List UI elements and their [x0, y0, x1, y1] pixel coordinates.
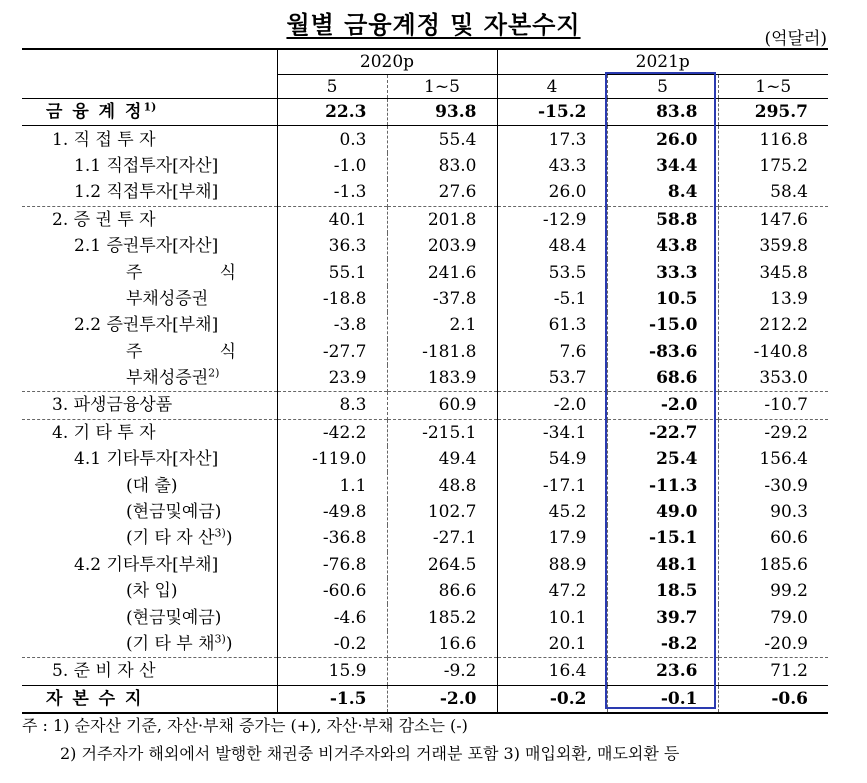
row-label — [22, 99, 277, 126]
cell-value: 185.2 — [387, 604, 497, 630]
table-row — [22, 286, 828, 312]
table-row — [22, 658, 828, 685]
cell-value: 88.9 — [497, 552, 607, 578]
cell-value: -10.7 — [718, 392, 828, 419]
row-label-text: (현금및예금) — [126, 607, 222, 628]
footnote-ref: 1) — [143, 100, 157, 114]
cell-value: 33.3 — [607, 259, 718, 285]
table-row — [22, 446, 828, 472]
row-label-close: ) — [225, 634, 233, 654]
cell-value: -2.0 — [497, 392, 607, 419]
cell-value: 53.5 — [497, 259, 607, 285]
row-label — [22, 446, 277, 472]
table-row — [22, 578, 828, 604]
cell-value: 16.6 — [387, 631, 497, 658]
row-label-text: 주 식 — [126, 341, 236, 362]
cell-value: 295.7 — [718, 99, 828, 126]
cell-value: 36.3 — [277, 233, 387, 259]
footnote-ref: 3) — [214, 632, 226, 646]
header-col: 5 — [277, 75, 387, 99]
cell-value: 22.3 — [277, 99, 387, 126]
cell-value: 15.9 — [277, 658, 387, 685]
row-label — [22, 126, 277, 153]
cell-value: -4.6 — [277, 604, 387, 630]
cell-value: 20.1 — [497, 631, 607, 658]
cell-value: 10.1 — [497, 604, 607, 630]
row-label-text: 5. 준 비 자 산 — [52, 661, 156, 682]
table-row — [22, 631, 828, 658]
cell-value: 102.7 — [387, 499, 497, 525]
cell-value: 1.1 — [277, 472, 387, 498]
cell-value: 7.6 — [497, 339, 607, 365]
cell-value: -2.0 — [387, 685, 497, 713]
row-label — [22, 286, 277, 312]
cell-value: 201.8 — [387, 206, 497, 233]
cell-value: -49.8 — [277, 499, 387, 525]
table-row — [22, 472, 828, 498]
header-col: 4 — [497, 75, 607, 99]
cell-value: 49.0 — [607, 499, 718, 525]
cell-value: 45.2 — [497, 499, 607, 525]
cell-value: -1.5 — [277, 685, 387, 713]
table-row — [22, 525, 828, 551]
cell-value: -140.8 — [718, 339, 828, 365]
row-label — [22, 206, 277, 233]
cell-value: 147.6 — [718, 206, 828, 233]
cell-value: 55.4 — [387, 126, 497, 153]
cell-value: -9.2 — [387, 658, 497, 685]
cell-value: 27.6 — [387, 179, 497, 206]
cell-value: 55.1 — [277, 259, 387, 285]
cell-value: 90.3 — [718, 499, 828, 525]
cell-value: 13.9 — [718, 286, 828, 312]
cell-value: 61.3 — [497, 312, 607, 338]
row-label-text: 1. 직 접 투 자 — [52, 129, 156, 150]
cell-value: 23.9 — [277, 365, 387, 392]
cell-value: 16.4 — [497, 658, 607, 685]
row-label-text: 2.1 증권투자[자산] — [74, 236, 219, 257]
row-label — [22, 365, 277, 392]
footnote-ref: 2) — [208, 366, 220, 380]
cell-value: 26.0 — [497, 179, 607, 206]
cell-value: 359.8 — [718, 233, 828, 259]
header-col: 1~5 — [387, 75, 497, 99]
cell-value: 58.4 — [718, 179, 828, 206]
table-row — [22, 233, 828, 259]
table-row — [22, 126, 828, 153]
cell-value: 99.2 — [718, 578, 828, 604]
cell-value: -181.8 — [387, 339, 497, 365]
cell-value: -27.1 — [387, 525, 497, 551]
row-label — [22, 685, 277, 713]
cell-value: 264.5 — [387, 552, 497, 578]
cell-value: 17.3 — [497, 126, 607, 153]
row-label-text: 3. 파생금융상품 — [52, 395, 173, 416]
row-label — [22, 525, 277, 551]
row-label-text: 4.1 기타투자[자산] — [74, 449, 219, 470]
header-year-2020: 2020p — [277, 49, 497, 75]
cell-value: 156.4 — [718, 446, 828, 472]
cell-value: 8.3 — [277, 392, 387, 419]
footnote-1: 주 : 1) 순자산 기준, 자산·부채 증가는 (+), 자산·부채 감소는 (-) — [22, 716, 468, 735]
cell-value: -60.6 — [277, 578, 387, 604]
cell-value: 71.2 — [718, 658, 828, 685]
table-row — [22, 259, 828, 285]
footnote-2: 2) 거주자가 해외에서 발행한 채권중 비거주자와의 거래분 포함 3) 매입외환, 매도외환 등 — [60, 744, 680, 763]
cell-value: 0.3 — [277, 126, 387, 153]
row-label-close: ) — [225, 528, 233, 549]
cell-value: -11.3 — [607, 472, 718, 498]
cell-value: -0.2 — [277, 631, 387, 658]
row-label-text: 자 본 수 지 — [46, 688, 144, 709]
cell-value: 40.1 — [277, 206, 387, 233]
cell-value: -22.7 — [607, 419, 718, 446]
cell-value: -3.8 — [277, 312, 387, 338]
row-label-text: 4.2 기타투자[부채] — [74, 554, 219, 575]
row-label-text: 금 융 계 정 — [46, 102, 144, 123]
cell-value: -42.2 — [277, 419, 387, 446]
cell-value: 49.4 — [387, 446, 497, 472]
cell-value: -20.9 — [718, 631, 828, 658]
cell-value: 83.0 — [387, 153, 497, 179]
cell-value: 203.9 — [387, 233, 497, 259]
cell-value: -27.7 — [277, 339, 387, 365]
cell-value: 60.9 — [387, 392, 497, 419]
cell-value: 93.8 — [387, 99, 497, 126]
header-year-2021: 2021p — [497, 49, 828, 75]
cell-value: 43.3 — [497, 153, 607, 179]
cell-value: 60.6 — [718, 525, 828, 551]
cell-value: 10.5 — [607, 286, 718, 312]
row-label-text: (대 출) — [126, 475, 178, 496]
cell-value: 183.9 — [387, 365, 497, 392]
cell-value: -0.1 — [607, 685, 718, 713]
cell-value: 212.2 — [718, 312, 828, 338]
row-label-text: 4. 기 타 투 자 — [52, 422, 156, 443]
row-label-text: 1.2 직접투자[부채] — [74, 182, 219, 203]
table-row — [22, 604, 828, 630]
cell-value: 34.4 — [607, 153, 718, 179]
row-label-text: 부채성증권 — [126, 288, 209, 309]
cell-value: 68.6 — [607, 365, 718, 392]
row-label — [22, 578, 277, 604]
cell-value: -37.8 — [387, 286, 497, 312]
row-label — [22, 312, 277, 338]
row-label — [22, 631, 277, 658]
header-row-years — [22, 49, 828, 75]
cell-value: -15.1 — [607, 525, 718, 551]
cell-value: 54.9 — [497, 446, 607, 472]
cell-value: -2.0 — [607, 392, 718, 419]
cell-value: -12.9 — [497, 206, 607, 233]
row-label-text: 주 식 — [126, 262, 236, 283]
cell-value: 58.8 — [607, 206, 718, 233]
cell-value: 48.1 — [607, 552, 718, 578]
cell-value: 25.4 — [607, 446, 718, 472]
row-label-text: (기 타 부 채 — [126, 634, 215, 654]
cell-value: 241.6 — [387, 259, 497, 285]
row-label-text: 1.1 직접투자[자산] — [74, 155, 219, 176]
cell-value: 43.8 — [607, 233, 718, 259]
cell-value: 8.4 — [607, 179, 718, 206]
header-col: 1~5 — [718, 75, 828, 99]
cell-value: 116.8 — [718, 126, 828, 153]
table-row — [22, 179, 828, 206]
cell-value: -0.2 — [497, 685, 607, 713]
table-row — [22, 552, 828, 578]
row-label-text: 부채성증권 — [126, 368, 209, 389]
cell-value: -15.0 — [607, 312, 718, 338]
row-label — [22, 472, 277, 498]
header-col: 5 — [607, 75, 718, 99]
cell-value: 83.8 — [607, 99, 718, 126]
row-label-text: 2. 증 권 투 자 — [52, 209, 156, 230]
cell-value: 39.7 — [607, 604, 718, 630]
cell-value: -119.0 — [277, 446, 387, 472]
cell-value: -17.1 — [497, 472, 607, 498]
row-label-text: (현금및예금) — [126, 502, 222, 523]
cell-value: -76.8 — [277, 552, 387, 578]
cell-value: -8.2 — [607, 631, 718, 658]
cell-value: -18.8 — [277, 286, 387, 312]
row-label — [22, 392, 277, 419]
row-label — [22, 552, 277, 578]
cell-value: 175.2 — [718, 153, 828, 179]
cell-value: 26.0 — [607, 126, 718, 153]
cell-value: 53.7 — [497, 365, 607, 392]
row-label — [22, 259, 277, 285]
row-label-text: (기 타 자 산 — [126, 528, 215, 549]
cell-value: -30.9 — [718, 472, 828, 498]
cell-value: 185.6 — [718, 552, 828, 578]
cell-value: -83.6 — [607, 339, 718, 365]
cell-value: 86.6 — [387, 578, 497, 604]
cell-value: 2.1 — [387, 312, 497, 338]
row-label — [22, 658, 277, 685]
row-label — [22, 499, 277, 525]
cell-value: -29.2 — [718, 419, 828, 446]
table-row — [22, 312, 828, 338]
table-row — [22, 99, 828, 126]
row-label — [22, 153, 277, 179]
row-label — [22, 419, 277, 446]
cell-value: 48.8 — [387, 472, 497, 498]
cell-value: 345.8 — [718, 259, 828, 285]
cell-value: -36.8 — [277, 525, 387, 551]
table-row — [22, 419, 828, 446]
row-label — [22, 339, 277, 365]
row-label — [22, 604, 277, 630]
cell-value: 18.5 — [607, 578, 718, 604]
row-label-text: (차 입) — [126, 581, 178, 602]
cell-value: 79.0 — [718, 604, 828, 630]
financial-account-table — [22, 48, 828, 714]
cell-value: 47.2 — [497, 578, 607, 604]
cell-value: 48.4 — [497, 233, 607, 259]
table-row — [22, 153, 828, 179]
cell-value: 23.6 — [607, 658, 718, 685]
cell-value: -0.6 — [718, 685, 828, 713]
page-title: 월별 금융계정 및 자본수지 — [286, 10, 581, 39]
row-label — [22, 179, 277, 206]
table-row — [22, 392, 828, 419]
footnotes — [22, 712, 679, 768]
cell-value: -5.1 — [497, 286, 607, 312]
row-label-text: 2.2 증권투자[부채] — [74, 315, 219, 336]
cell-value: 353.0 — [718, 365, 828, 392]
cell-value: -215.1 — [387, 419, 497, 446]
table-row — [22, 206, 828, 233]
table-row — [22, 365, 828, 392]
unit-label: (억달러) — [764, 29, 827, 49]
cell-value: -15.2 — [497, 99, 607, 126]
header-blank — [22, 49, 277, 99]
cell-value: 17.9 — [497, 525, 607, 551]
table-row — [22, 499, 828, 525]
table-row — [22, 685, 828, 713]
cell-value: -1.3 — [277, 179, 387, 206]
row-label — [22, 233, 277, 259]
cell-value: -1.0 — [277, 153, 387, 179]
cell-value: -34.1 — [497, 419, 607, 446]
table-row — [22, 339, 828, 365]
footnote-ref: 3) — [214, 526, 226, 540]
